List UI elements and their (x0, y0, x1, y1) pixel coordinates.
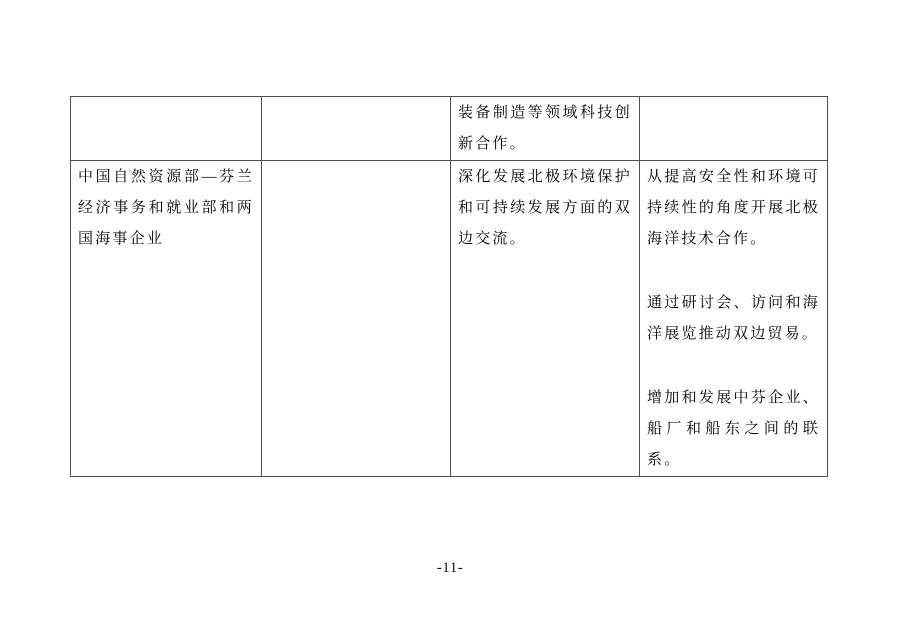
page-number: -11- (436, 560, 464, 576)
cell-paragraph: 通过研讨会、访问和海洋展览推动双边贸易。 (647, 295, 820, 342)
cell-paragraph: 深化发展北极环境保护和可持续发展方面的双边交流。 (458, 169, 632, 247)
cell-paragraph: 增加和发展中芬企业、船厂和船东之间的联系。 (647, 390, 820, 468)
cell-paragraph: 从提高安全性和环境可持续性的角度开展北极海洋技术合作。 (647, 169, 820, 247)
table-row-continuation (71, 97, 828, 161)
table-cell-parties (71, 161, 262, 477)
table-cell-empty (71, 97, 262, 161)
table-cell-empty (262, 97, 451, 161)
cell-paragraph: 装备制造等领域科技创新合作。 (458, 105, 632, 152)
table-cell-science-cooperation (451, 97, 640, 161)
cell-paragraph: 中国自然资源部—芬兰经济事务和就业部和两国海事企业 (78, 169, 254, 247)
table-row-maritime (71, 161, 828, 477)
cooperation-table (70, 96, 828, 477)
table-cell-exchange (451, 161, 640, 477)
table-cell-empty (640, 97, 828, 161)
table-cell-goals (640, 161, 828, 477)
table-cell-empty (262, 161, 451, 477)
